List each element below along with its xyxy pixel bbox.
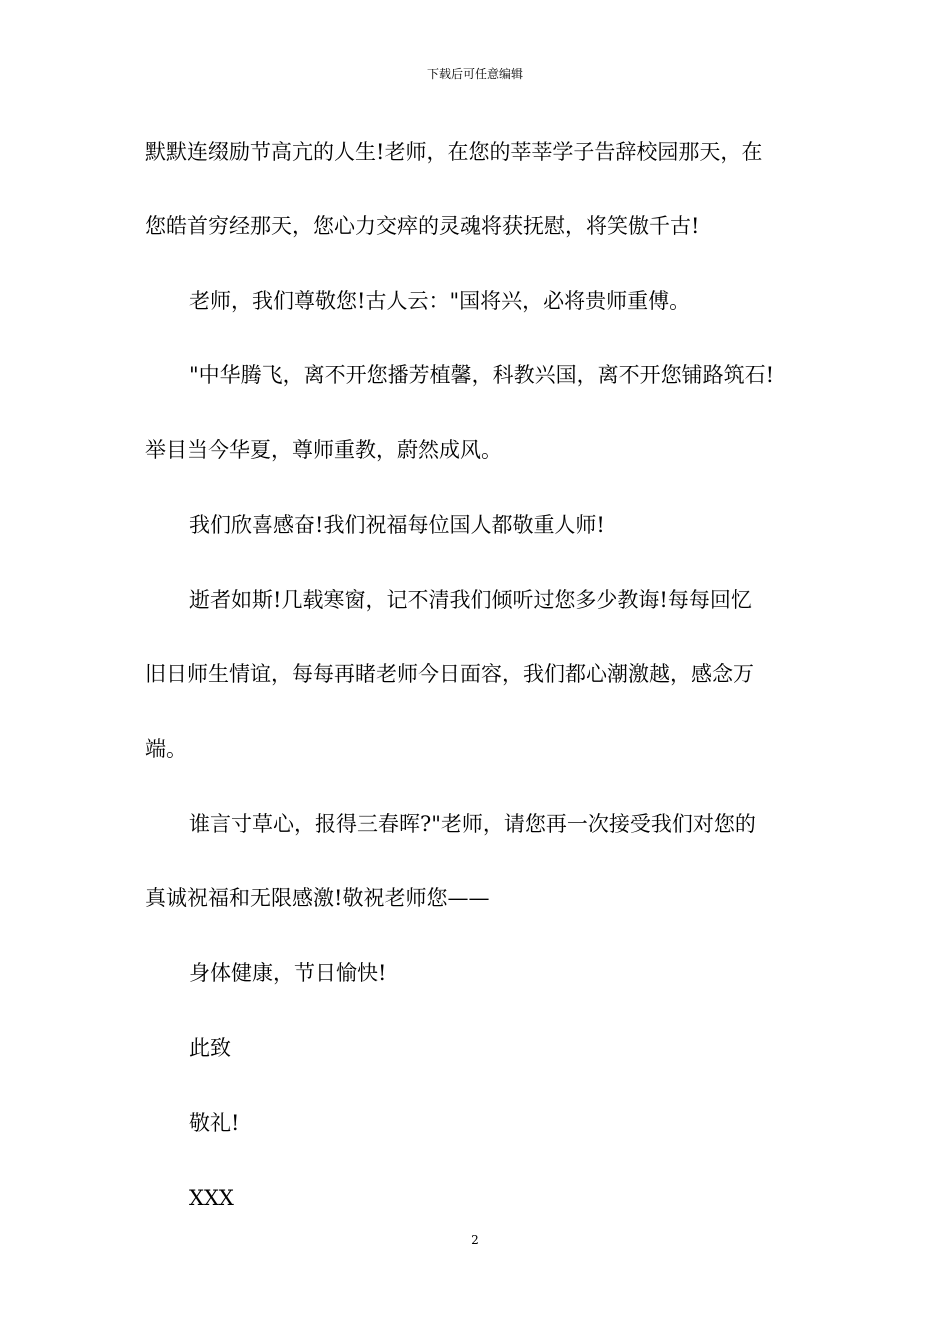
body-line-9: 端。 — [145, 737, 187, 761]
body-line-2: 您皓首穷经那天，您心力交瘁的灵魂将获抚慰，将笑傲千古! — [145, 214, 700, 238]
body-line-5: 举目当今华夏，尊师重教，蔚然成风。 — [145, 438, 502, 462]
page-number: 2 — [471, 1233, 479, 1247]
body-line-3: 老师，我们尊敬您!古人云："国将兴，必将贵师重傅。 — [189, 289, 691, 313]
body-line-11: 真诚祝福和无限感激!敬祝老师您—— — [145, 886, 490, 910]
page-header: 下载后可任意编辑 — [426, 67, 523, 81]
body-line-4: "中华腾飞，离不开您播芳植馨，科教兴国，离不开您铺路筑石! — [189, 363, 775, 387]
body-line-1: 默默连缀励节高亢的人生!老师，在您的莘莘学子告辞校园那天，在 — [145, 140, 763, 164]
body-line-6: 我们欣喜感奋!我们祝福每位国人都敬重人师! — [189, 513, 605, 537]
body-line-10: 谁言寸草心，报得三春晖?"老师，请您再一次接受我们对您的 — [189, 812, 756, 836]
salutation-line: 敬礼! — [189, 1111, 240, 1135]
closing-line: 此致 — [189, 1036, 231, 1060]
body-line-7: 逝者如斯!几载寒窗，记不清我们倾听过您多少教诲!每每回忆 — [189, 588, 752, 612]
body-line-8: 旧日师生情谊，每每再睹老师今日面容，我们都心潮激越，感念万 — [145, 662, 754, 686]
signature-line: XXX — [189, 1186, 234, 1210]
body-line-12: 身体健康，节日愉快! — [189, 961, 387, 985]
